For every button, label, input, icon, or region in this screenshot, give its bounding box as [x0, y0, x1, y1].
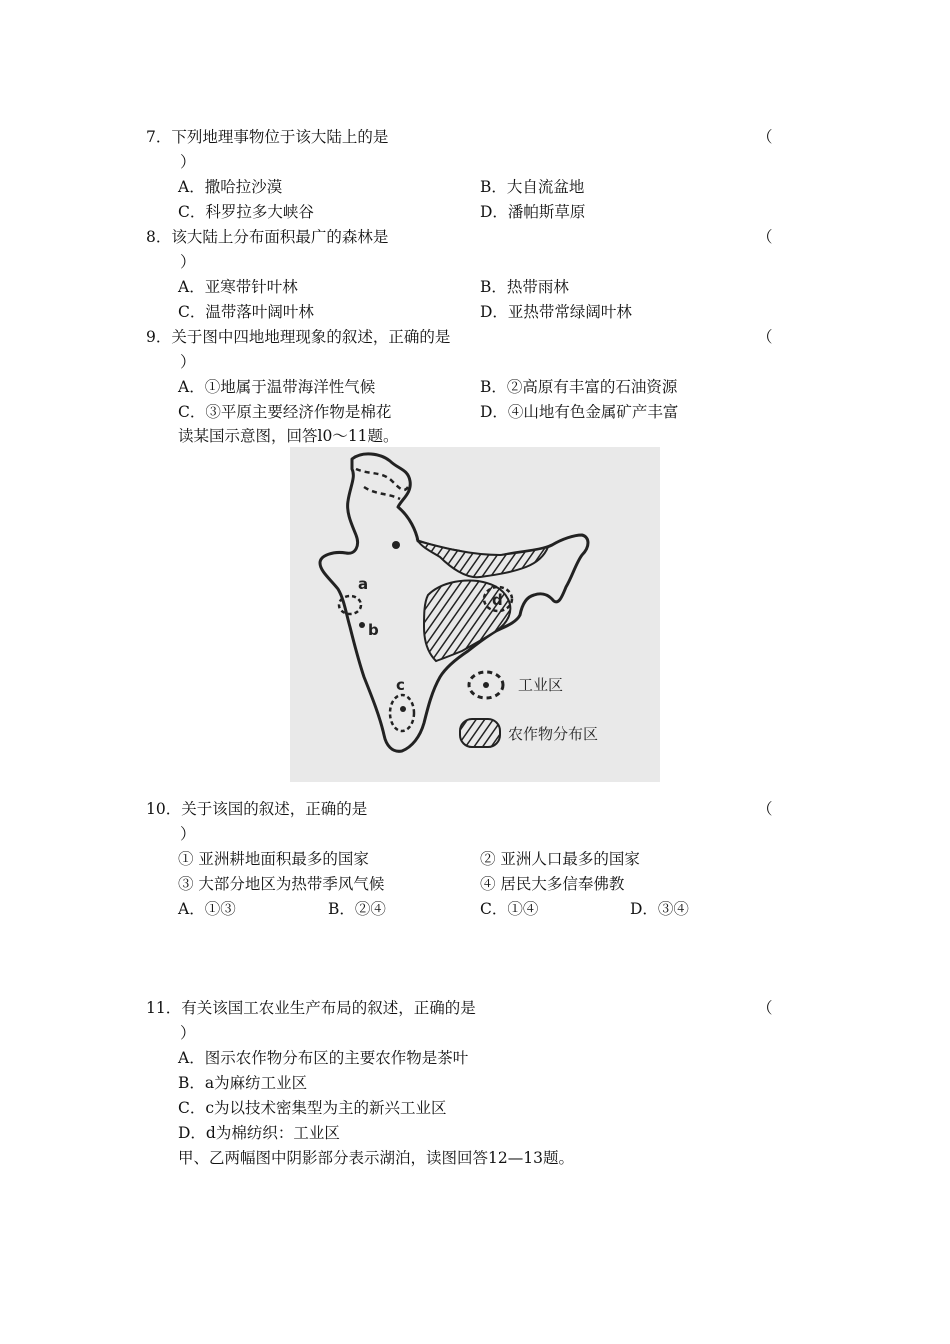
q9-option-b: B．②高原有丰富的石油资源 — [480, 378, 678, 396]
q7-paren-close: ） — [180, 153, 196, 171]
map-label-c: c — [396, 676, 405, 694]
q9-option-d: D．④山地有色金属矿产丰富 — [480, 403, 679, 421]
q11-paren-close: ） — [180, 1024, 196, 1042]
q10-item-4: ④ 居民大多信奉佛教 — [480, 875, 625, 893]
q10-option-d: D．③④ — [630, 900, 689, 918]
q11-option-d: D．d为棉纺织：工业区 — [178, 1124, 340, 1142]
q9-stem: 9．关于图中四地地理现象的叙述，正确的是 — [146, 328, 451, 346]
q9-option-a: A．①地属于温带海洋性气候 — [178, 378, 376, 396]
q9-paren-open: （ — [757, 328, 773, 346]
intro-12-13: 甲、乙两幅图中阴影部分表示湖泊，读图回答12—13题。 — [178, 1149, 574, 1167]
country-map — [290, 447, 660, 782]
q9-option-c: C．③平原主要经济作物是棉花 — [178, 403, 392, 421]
q10-option-a: A．①③ — [178, 900, 236, 918]
q10-item-1: ① 亚洲耕地面积最多的国家 — [178, 850, 369, 868]
q8-option-a: A．亚寒带针叶林 — [178, 278, 298, 296]
capital-dot — [392, 541, 400, 549]
q11-option-a: A．图示农作物分布区的主要农作物是茶叶 — [178, 1049, 469, 1067]
q8-paren-open: （ — [757, 228, 773, 246]
q10-item-2: ② 亚洲人口最多的国家 — [480, 850, 640, 868]
q11-paren-open: （ — [757, 999, 773, 1017]
legend-crop-symbol — [460, 719, 500, 747]
q7-option-c: C．科罗拉多大峡谷 — [178, 203, 314, 221]
q7-option-d: D．潘帕斯草原 — [480, 203, 586, 221]
q8-option-c: C．温带落叶阔叶林 — [178, 303, 314, 321]
q8-option-d: D．亚热带常绿阔叶林 — [480, 303, 632, 321]
q10-item-3: ③ 大部分地区为热带季风气候 — [178, 875, 385, 893]
map-label-d: d — [492, 591, 503, 609]
q8-paren-close: ） — [180, 253, 196, 271]
map-label-a: a — [358, 575, 369, 593]
q11-option-c: C．c为以技术密集型为主的新兴工业区 — [178, 1099, 447, 1117]
industry-zone-a — [339, 596, 361, 614]
q11-stem: 11．有关该国工农业生产布局的叙述，正确的是 — [146, 999, 476, 1017]
industry-zone-c — [390, 695, 414, 731]
q10-paren-open: （ — [757, 800, 773, 818]
dot-c — [400, 706, 406, 712]
q10-paren-close: ） — [180, 825, 196, 843]
crop-area-northeast — [418, 541, 548, 577]
q7-option-a: A．撒哈拉沙漠 — [178, 178, 283, 196]
q7-paren-open: （ — [757, 128, 773, 146]
q10-stem: 10．关于该国的叙述，正确的是 — [146, 800, 368, 818]
q7-option-b: B．大自流盆地 — [480, 178, 585, 196]
q8-option-b: B．热带雨林 — [480, 278, 569, 296]
q10-option-b: B．②④ — [328, 900, 386, 918]
q8-stem: 8．该大陆上分布面积最广的森林是 — [146, 228, 389, 246]
dot-b — [359, 622, 365, 628]
intro-10-11: 读某国示意图，回答l0～11题。 — [178, 427, 399, 445]
country-map-figure — [290, 447, 660, 782]
q9-paren-close: ） — [180, 353, 196, 371]
q10-option-c: C．①④ — [480, 900, 539, 918]
q7-stem: 7．下列地理事物位于该大陆上的是 — [146, 128, 389, 146]
q11-option-b: B．a为麻纺工业区 — [178, 1074, 308, 1092]
northern-boundary — [356, 469, 408, 490]
map-label-b: b — [368, 621, 379, 639]
northern-boundary-2 — [364, 487, 400, 499]
legend-crop-label: 农作物分布区 — [508, 725, 599, 743]
legend-industry-label: 工业区 — [518, 676, 564, 694]
